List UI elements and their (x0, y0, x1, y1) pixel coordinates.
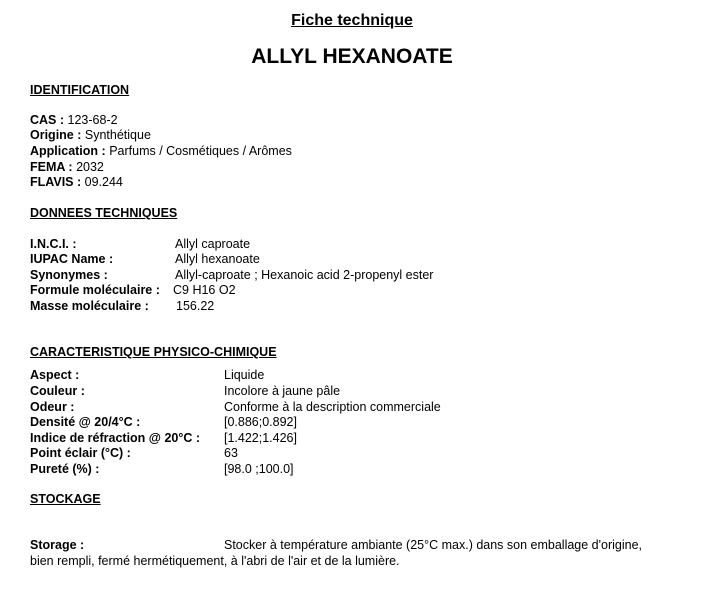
row-label: Origine : (30, 128, 82, 142)
row-value: C9 H16 O2 (173, 283, 236, 297)
row-label: Couleur : (30, 384, 85, 398)
row-value: Parfums / Cosmétiques / Arômes (109, 144, 292, 158)
row-value: Conforme à la description commerciale (224, 400, 441, 414)
section-title-stockage: STOCKAGE (30, 492, 101, 506)
section-title-donnees-techniques: DONNEES TECHNIQUES (30, 206, 178, 220)
row-value: Synthétique (84, 128, 151, 142)
row-value: 63 (224, 446, 238, 460)
row-value: [0.886;0.892] (224, 415, 297, 429)
row-label: Densité @ 20/4°C : (30, 415, 141, 429)
row-label: Application : (30, 144, 106, 158)
row-value: [1.422;1.426] (224, 431, 297, 445)
row-value: Allyl hexanoate (175, 252, 260, 266)
storage-line-1: Stocker à température ambiante (25°C max.) dans son emballage d'origine, (224, 538, 643, 552)
row-value: Liquide (224, 368, 265, 382)
row-label: Aspect : (30, 368, 80, 382)
row-label: IUPAC Name : (30, 252, 114, 266)
row-value: 09.244 (84, 175, 123, 189)
row-label: Formule moléculaire : (30, 283, 160, 297)
row-value: Allyl-caproate ; Hexanoic acid 2-propenyl ester (175, 268, 434, 282)
row-value: Allyl caproate (175, 237, 251, 251)
section-title-physico-chimique: CARACTERISTIQUE PHYSICO-CHIMIQUE (30, 345, 277, 359)
row-label: Indice de réfraction @ 20°C : (30, 431, 201, 445)
identification-row-fema (30, 160, 104, 175)
row-value: 156.22 (176, 299, 215, 313)
section-title-identification: IDENTIFICATION (30, 83, 130, 97)
row-value: [98.0 ;100.0] (224, 462, 294, 476)
storage-line-2: bien rempli, fermé hermétiquement, à l'abri de l'air et de la lumière. (30, 554, 400, 568)
storage-label: Storage : (30, 538, 85, 552)
identification-row-flavis (30, 175, 123, 190)
row-label: I.N.C.I. : (30, 237, 77, 251)
identification-row-origine (30, 128, 151, 143)
row-label: FEMA : (30, 160, 73, 174)
row-label: Odeur : (30, 400, 75, 414)
row-value: Incolore à jaune pâle (224, 384, 341, 398)
row-label: Pureté (%) : (30, 462, 100, 476)
identification-row-application (30, 144, 292, 159)
row-label: Synonymes : (30, 268, 108, 282)
row-label: Point éclair (°C) : (30, 446, 131, 460)
row-value: 2032 (76, 160, 104, 174)
row-label: CAS : (30, 113, 65, 127)
identification-row-cas (30, 113, 118, 128)
row-label: Masse moléculaire : (30, 299, 149, 313)
document-title: ALLYL HEXANOATE (251, 45, 453, 68)
document-kicker: Fiche technique (291, 12, 413, 29)
row-value: 123-68-2 (67, 113, 118, 127)
row-label: FLAVIS : (30, 175, 82, 189)
